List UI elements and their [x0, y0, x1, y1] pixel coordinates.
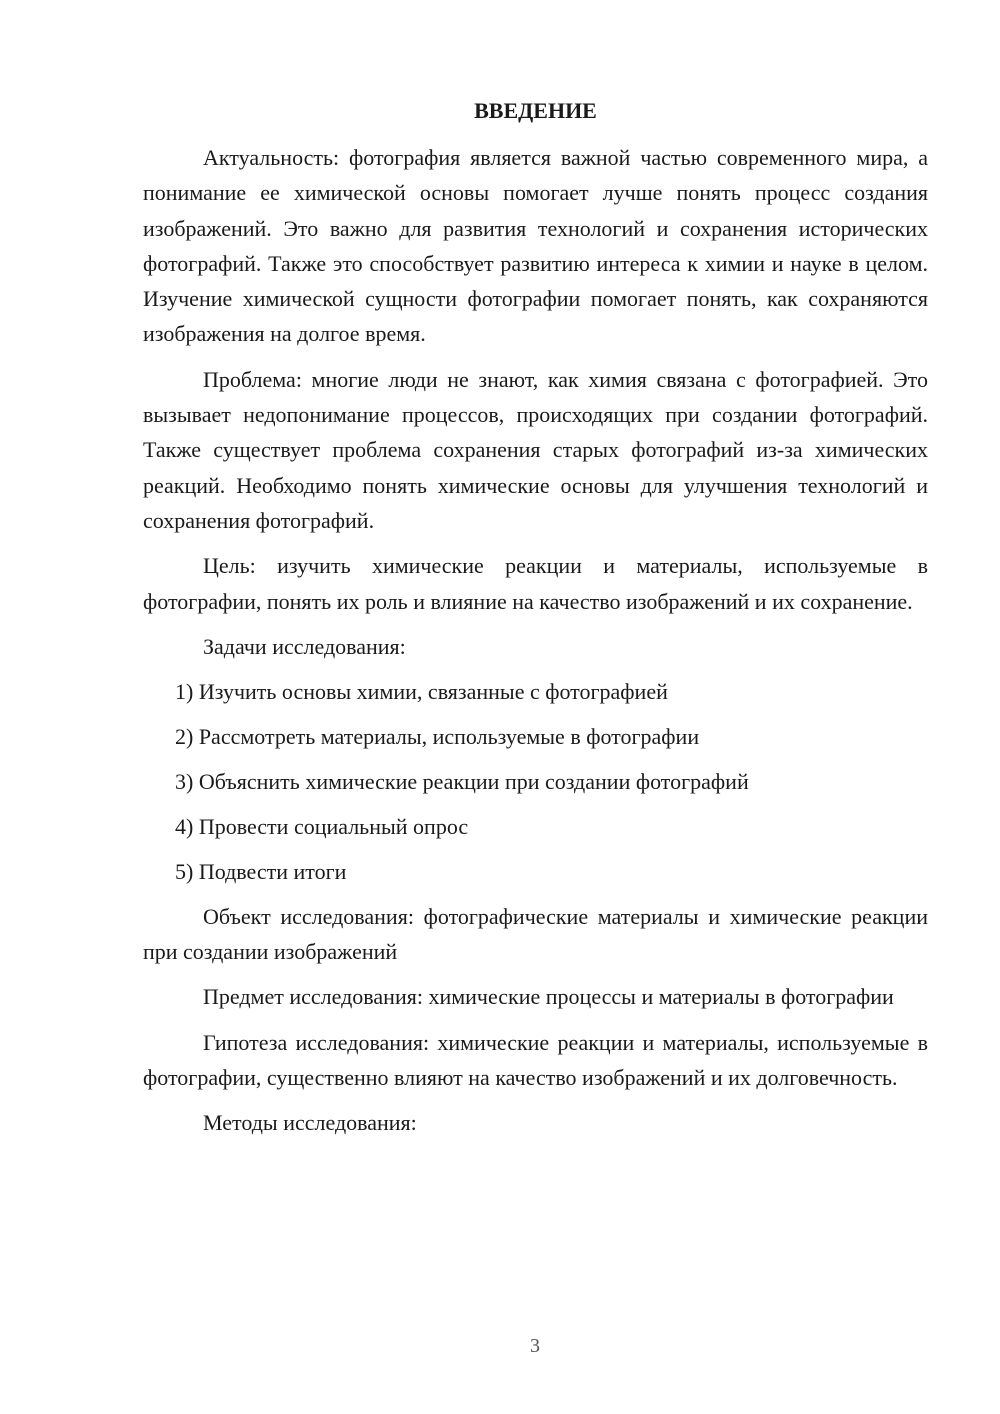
hypothesis-paragraph: Гипотеза исследования: химические реакции и материалы, используемые в фотографии, существенно влияют на качество изображений и их долговечность.	[143, 1029, 928, 1091]
page-number: 3	[530, 1335, 540, 1357]
task-item-3: 3) Объяснить химические реакции при создании фотографий	[175, 768, 749, 794]
task-item-2: 2) Рассмотреть материалы, используемые в фотографии	[175, 723, 700, 749]
tasks-heading: Задачи исследования:	[203, 633, 406, 659]
methods-heading: Методы исследования:	[203, 1110, 417, 1136]
relevance-paragraph: Актуальность: фотография является важной частью современного мира, а понимание ее химической основы помогает лучше понять процесс создания изображений. Это важно для развития технологий и сохранения исторических фотографий. Также это способствует развитию интереса к химии и науке в целом. Изучение химической сущности фотографии помогает понять, как сохраняются изображения на долгое время.	[143, 145, 928, 347]
task-item-4: 4) Провести социальный опрос	[175, 813, 469, 839]
goal-paragraph: Цель: изучить химические реакции и материалы, используемые в фотографии, понять их роль и влияние на качество изображений и их сохранение.	[143, 553, 928, 614]
document-body	[143, 96, 928, 1150]
task-item-5: 5) Подвести итоги	[175, 858, 347, 884]
section-title: ВВЕДЕНИЕ	[474, 98, 597, 123]
object-paragraph: Объект исследования: фотографические материалы и химические реакции при создании изображений	[143, 903, 928, 965]
task-item-1: 1) Изучить основы химии, связанные с фотографией	[175, 678, 668, 704]
problem-paragraph: Проблема: многие люди не знают, как химия связана с фотографией. Это вызывает недопонимание процессов, происходящих при создании фотографий. Также существует проблема сохранения старых фотографий из-за химических реакций. Необходимо понять химические основы для улучшения технологий и сохранения фотографий.	[143, 366, 928, 533]
subject-paragraph: Предмет исследования: химические процессы и материалы в фотографии	[203, 984, 894, 1010]
